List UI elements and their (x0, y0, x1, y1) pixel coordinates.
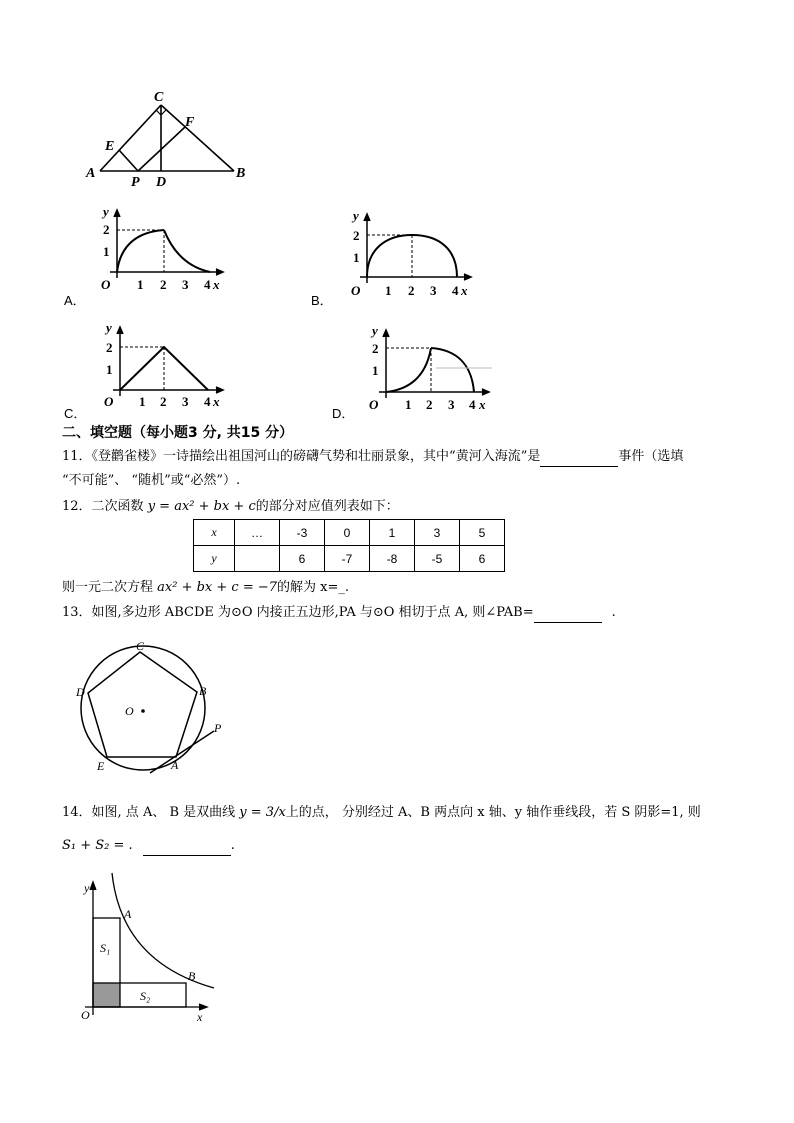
tick-x-2: 2 (160, 394, 167, 409)
question-text-tail: . (230, 838, 235, 853)
tick-x-3: 3 (430, 283, 437, 298)
axis-label-x: x (213, 394, 220, 409)
tick-x-1: 1 (137, 277, 144, 292)
tick-y-1: 1 (353, 250, 360, 265)
origin-label: O (351, 283, 361, 298)
tick-y-2: 2 (353, 228, 360, 243)
tick-y-2: 2 (103, 222, 110, 237)
question-number: 14． (62, 805, 92, 820)
table-cell: -3 (280, 520, 325, 546)
option-d-label: D． (332, 406, 355, 421)
table-cell: y (194, 546, 235, 572)
table-cell: … (235, 520, 280, 546)
tick-y-2: 2 (106, 340, 113, 355)
label-a: A (86, 166, 96, 181)
question-text-tail: 的部分对应值列表如下： (255, 499, 399, 514)
question-text: “不可能”、 “随机”或“必然”）. (62, 473, 241, 488)
tick-y-1: 1 (106, 362, 113, 377)
label-p: P (214, 721, 222, 735)
option-c-label: C． (64, 406, 87, 421)
question-text: 如图,多边形 ABCDE 为⊙O 内接正五边形,PA 与⊙O 相切于点 A, 则∠PAB= (91, 605, 534, 620)
label-d: D (156, 175, 167, 190)
question-text-tail: 事件（选填 (618, 449, 684, 464)
section-title: 二、填空题（每小题3 分, 共15 分） (62, 425, 294, 441)
table-cell: 6 (460, 546, 505, 572)
table-cell: -5 (415, 546, 460, 572)
label-c: C (154, 90, 164, 105)
tick-y-1: 1 (372, 363, 379, 378)
tick-y-2: 2 (372, 341, 379, 356)
label-f: F (185, 115, 195, 130)
table-cell: x (194, 520, 235, 546)
axis-label-x: x (197, 1010, 203, 1024)
question-text-tail: . (611, 605, 616, 620)
table-cell: 3 (415, 520, 460, 546)
table-cell: 5 (460, 520, 505, 546)
axis-label-y: y (106, 320, 112, 335)
axis-label-y: y (353, 208, 359, 223)
tick-x-4: 4 (452, 283, 459, 298)
axis-label-x: x (213, 277, 220, 292)
equation: ax² + bx + c = −7 (157, 580, 278, 595)
table-cell: -8 (370, 546, 415, 572)
sum-expression: S₁ + S₂ = . (62, 838, 133, 853)
tick-x-1: 1 (405, 397, 412, 412)
table-cell: 0 (325, 520, 370, 546)
axis-label-x: x (479, 397, 486, 412)
origin-label: O (101, 277, 111, 292)
origin-label: O (104, 394, 114, 409)
option-b-label: B． (311, 293, 333, 308)
label-o: O (125, 704, 134, 718)
origin-label: O (369, 397, 379, 412)
tick-x-3: 3 (448, 397, 455, 412)
tick-x-3: 3 (182, 277, 189, 292)
label-b: B (188, 969, 196, 983)
quadratic-formula: y = ax² + bx + c (147, 499, 256, 514)
question-text: 二次函数 (91, 499, 148, 514)
label-a: A (124, 907, 132, 921)
table-cell: 1 (370, 520, 415, 546)
tick-x-4: 4 (204, 277, 211, 292)
table-cell: -7 (325, 546, 370, 572)
axis-label-x: x (461, 283, 468, 298)
tick-x-2: 2 (426, 397, 433, 412)
label-e: E (105, 139, 115, 154)
label-a: A (171, 758, 179, 772)
table-cell: 6 (280, 546, 325, 572)
label-c: C (136, 639, 145, 653)
question-text: 如图, 点 A、 B 是双曲线 (91, 805, 240, 820)
tick-y-1: 1 (103, 244, 110, 259)
question-text-tail: 上的点， 分别经过 A、B 两点向 x 轴、y 轴作垂线段，若 S 阴影=1, 则 (285, 805, 701, 820)
origin-label: O (81, 1008, 90, 1022)
question-number: 12． (62, 499, 92, 514)
question-number: 13． (62, 605, 92, 620)
tick-x-2: 2 (160, 277, 167, 292)
question-text-tail: 的解为 x=_. (277, 580, 350, 595)
axis-label-y: y (103, 204, 109, 219)
label-b: B (236, 166, 246, 181)
tick-x-3: 3 (182, 394, 189, 409)
option-a-label: A． (64, 293, 86, 308)
question-text: 《登鹳雀楼》一诗描绘出祖国河山的磅礴气势和壮丽景象，其中“黄河入海流”是 (91, 449, 541, 464)
label-s2: S₂ (140, 989, 151, 1003)
tick-x-1: 1 (385, 283, 392, 298)
tick-x-2: 2 (408, 283, 415, 298)
label-e: E (97, 759, 105, 773)
axis-label-y: y (372, 323, 378, 338)
axis-label-y: y (84, 881, 90, 895)
tick-x-4: 4 (469, 397, 476, 412)
label-p: P (131, 175, 140, 190)
question-text: 则一元二次方程 (62, 580, 158, 595)
label-s1: S₁ (100, 941, 111, 955)
hyperbola-function: y = 3/x (239, 805, 286, 820)
label-b: B (199, 684, 207, 698)
label-d: D (76, 685, 85, 699)
question-number: 11． (62, 449, 92, 464)
tick-x-4: 4 (204, 394, 211, 409)
tick-x-1: 1 (139, 394, 146, 409)
